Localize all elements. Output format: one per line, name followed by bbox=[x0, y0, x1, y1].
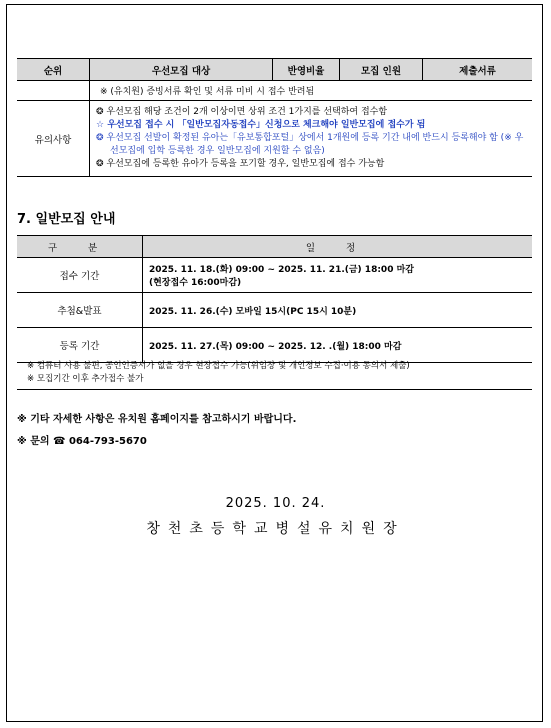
caution-list bbox=[90, 101, 533, 177]
schedule-notes bbox=[17, 356, 532, 390]
info-homepage: ※ 기타 자세한 사항은 유치원 홈페이지를 참고하시기 바랍니다. bbox=[17, 414, 297, 425]
document-date: 2025. 10. 24. bbox=[225, 496, 326, 511]
schedule-table bbox=[17, 235, 532, 363]
schedule-label: 등록 기간 bbox=[17, 328, 143, 363]
schedule-label: 추첨&발표 bbox=[17, 293, 143, 328]
caution-item: ☆ 우선모집 접수 시 「일반모집자동접수」신청으로 체크해야 일반모집에 접수가 됨 bbox=[96, 120, 426, 130]
col-ratio: 반영비율 bbox=[273, 59, 340, 81]
col-target: 우선모집 대상 bbox=[90, 59, 273, 81]
col-docs: 제출서류 bbox=[423, 59, 533, 81]
schedule-value: 2025. 11. 27.(목) 09:00 ~ 2025. 12. .(월) 18:00 마감 bbox=[143, 328, 533, 363]
schedule-note: ※ 컴퓨터 사용 불편, 공인인증서가 없을 경우 현장접수 가능(위임장 및 개인정보 수집·이용 동의서 제출) bbox=[27, 361, 410, 371]
document-note: ※ (유치원) 증빙서류 확인 및 서류 미비 시 접수 반려됨 bbox=[90, 81, 533, 101]
info-contact: ※ 문의 ☎ 064-793-5670 bbox=[17, 436, 147, 447]
caution-item: ❂ 우선모집 선발이 확정된 유아는「유보통합포털」상에서 1개원에 등록 기간 내에 반드시 등록해야 함 (※ 우선모집에 입학 등록한 경우 일반모집에 지원할 수 없음) bbox=[96, 133, 524, 156]
caution-item: ❂ 우선모집 해당 조건이 2개 이상이면 상위 조건 1가지를 선택하여 접수함 bbox=[96, 107, 388, 117]
schedule-value: 2025. 11. 18.(화) 09:00 ~ 2025. 11. 21.(금) 18:00 마감 (현장접수 16:00마감) bbox=[143, 258, 533, 293]
document-note-row bbox=[17, 81, 532, 101]
schedule-row bbox=[17, 293, 532, 328]
schedule-header bbox=[17, 236, 532, 258]
schedule-row bbox=[17, 258, 532, 293]
col-rank: 순위 bbox=[17, 59, 90, 81]
caution-item: ❂ 우선모집에 등록한 유아가 등록을 포기할 경우, 일반모집에 접수 가능함 bbox=[96, 159, 385, 169]
schedule-note: ※ 모집기간 이후 추가접수 불가 bbox=[27, 374, 144, 384]
col-schedule: 일 정 bbox=[143, 236, 533, 258]
caution-row bbox=[17, 101, 532, 177]
priority-table bbox=[17, 58, 532, 177]
caution-label: 유의사항 bbox=[17, 101, 90, 177]
schedule-value: 2025. 11. 26.(수) 모바일 15시(PC 15시 10분) bbox=[143, 293, 533, 328]
section-title: 7. 일반모집 안내 bbox=[17, 212, 116, 227]
priority-table-header bbox=[17, 59, 532, 81]
schedule-label: 접수 기간 bbox=[17, 258, 143, 293]
col-category: 구 분 bbox=[17, 236, 143, 258]
signature: 창천초등학교병설유치원장 bbox=[146, 521, 405, 537]
col-count: 모집 인원 bbox=[340, 59, 423, 81]
